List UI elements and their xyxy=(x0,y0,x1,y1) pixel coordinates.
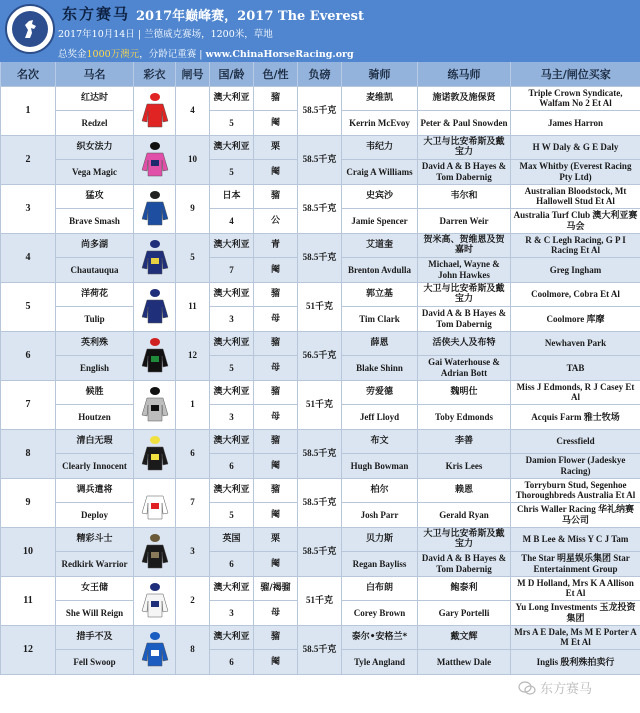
website-link[interactable]: www.ChinaHorseRacing.org xyxy=(205,49,354,60)
race-banner xyxy=(0,0,640,62)
horse-name-en: Vega Magic xyxy=(56,160,134,185)
color: 骝 xyxy=(254,429,298,454)
white-red-heart-silk-icon xyxy=(141,483,169,523)
buyer: Australia Turf Club 澳大利亚赛马会 xyxy=(511,209,640,234)
sex: 母 xyxy=(254,405,298,430)
trainer-en: David A & B Hayes & Tom Dabernig xyxy=(418,160,511,185)
navy-lightning-silk-icon xyxy=(141,238,169,278)
rank: 3 xyxy=(1,184,56,233)
silks-cell xyxy=(134,429,176,478)
jockey-en: Corey Brown xyxy=(342,601,418,626)
sex: 阉 xyxy=(254,258,298,283)
color: 骝 xyxy=(254,478,298,503)
silks-cell xyxy=(134,380,176,429)
sex: 母 xyxy=(254,307,298,332)
black-camo-silk-icon xyxy=(141,532,169,572)
rank: 9 xyxy=(1,478,56,527)
table-row xyxy=(1,527,640,552)
rank: 5 xyxy=(1,282,56,331)
jockey-cn: 艾道奎 xyxy=(342,233,418,258)
race-date-venue: 2017年10月14日 | 兰德威克赛场，1200米，草地 xyxy=(58,29,273,40)
buyer: Acquis Farm 雅士牧场 xyxy=(511,405,640,430)
table-row xyxy=(1,625,640,650)
jockey-cn: 布文 xyxy=(342,429,418,454)
horse-name-en: Fell Swoop xyxy=(56,650,134,675)
trainer-cn: 戴文辉 xyxy=(418,625,511,650)
royal-blue-inglis-silk-icon xyxy=(141,630,169,670)
sex: 阉 xyxy=(254,160,298,185)
silks-cell xyxy=(134,478,176,527)
owner: R & C Legh Racing, G P I Racing Et Al xyxy=(511,233,640,258)
jockey-cn: 劳爱德 xyxy=(342,380,418,405)
col-jockey: 骑师 xyxy=(342,62,418,86)
age: 3 xyxy=(210,307,254,332)
age: 7 xyxy=(210,258,254,283)
col-country-age: 国/龄 xyxy=(210,62,254,86)
horse-name-en: Redzel xyxy=(56,111,134,136)
table-row xyxy=(1,184,640,209)
table-row xyxy=(1,233,640,258)
owner: Cressfield xyxy=(511,429,640,454)
table-row xyxy=(1,331,640,356)
owner: Mrs A E Dale, Ms M E Porter A M Et Al xyxy=(511,625,640,650)
color: 骝 xyxy=(254,380,298,405)
barrier: 2 xyxy=(176,576,210,625)
horse-name-en: Clearly Innocent xyxy=(56,454,134,479)
country: 澳大利亚 xyxy=(210,478,254,503)
country: 澳大利亚 xyxy=(210,429,254,454)
trainer-cn: 大卫与比安希斯及戴宝力 xyxy=(418,135,511,160)
owner: Coolmore, Cobra Et Al xyxy=(511,282,640,307)
rearing-horse-icon xyxy=(17,16,43,42)
jockey-en: Josh Parr xyxy=(342,503,418,528)
country: 澳大利亚 xyxy=(210,282,254,307)
rank: 2 xyxy=(1,135,56,184)
silks-cell xyxy=(134,184,176,233)
barrier: 1 xyxy=(176,380,210,429)
jockey-en: Tim Clark xyxy=(342,307,418,332)
navy-plain-silk-icon xyxy=(141,287,169,327)
horse-name-cn: 调兵遣将 xyxy=(56,478,134,503)
wechat-watermark xyxy=(518,678,592,697)
horse-name-en: Tulip xyxy=(56,307,134,332)
rank: 7 xyxy=(1,380,56,429)
trainer-cn: 贺米高、贺维恩及贺嘉时 xyxy=(418,233,511,258)
trainer-cn: 活侠夫人及布特 xyxy=(418,331,511,356)
pink-navy-quartered-silk-icon xyxy=(141,140,169,180)
color: 栗 xyxy=(254,135,298,160)
owner: Australian Bloodstock, Mt Hallowell Stud Et Al xyxy=(511,184,640,209)
barrier: 10 xyxy=(176,135,210,184)
horse-name-cn: 猛攻 xyxy=(56,184,134,209)
country: 澳大利亚 xyxy=(210,625,254,650)
trainer-cn: 大卫与比安希斯及戴宝力 xyxy=(418,527,511,552)
weight: 58.5千克 xyxy=(298,527,342,576)
table-row xyxy=(1,429,640,454)
barrier: 7 xyxy=(176,478,210,527)
buyer: Chris Waller Racing 华礼纳赛马公司 xyxy=(511,503,640,528)
race-prize-line xyxy=(58,46,354,60)
country: 澳大利亚 xyxy=(210,233,254,258)
buyer: Damion Flower (Jadeskye Racing) xyxy=(511,454,640,479)
prize-label: 总奖金 xyxy=(58,49,87,60)
col-barrier: 闸号 xyxy=(176,62,210,86)
col-horse: 马名 xyxy=(56,62,134,86)
silks-cell xyxy=(134,135,176,184)
jockey-en: Jamie Spencer xyxy=(342,209,418,234)
rank: 6 xyxy=(1,331,56,380)
jockey-cn: 麦维凯 xyxy=(342,86,418,111)
jockey-cn: 郭立基 xyxy=(342,282,418,307)
rank: 4 xyxy=(1,233,56,282)
silks-cell xyxy=(134,233,176,282)
brand-name: 东方赛马 xyxy=(62,5,131,23)
jockey-en: Kerrin McEvoy xyxy=(342,111,418,136)
sex: 阉 xyxy=(254,503,298,528)
weight: 51千克 xyxy=(298,576,342,625)
black-green-sash-silk-icon xyxy=(141,336,169,376)
trainer-cn: 施诺敦及施保贤 xyxy=(418,86,511,111)
sex: 公 xyxy=(254,209,298,234)
horse-name-cn: 精彩斗士 xyxy=(56,527,134,552)
jockey-en: Blake Shinn xyxy=(342,356,418,381)
barrier: 5 xyxy=(176,233,210,282)
horse-name-cn: 红达时 xyxy=(56,86,134,111)
jockey-cn: 柏尔 xyxy=(342,478,418,503)
horse-name-en: Redkirk Warrior xyxy=(56,552,134,577)
sex: 阉 xyxy=(254,650,298,675)
table-row xyxy=(1,380,640,405)
barrier: 4 xyxy=(176,86,210,135)
country: 英国 xyxy=(210,527,254,552)
yellow-black-diamonds-silk-icon xyxy=(141,434,169,474)
age: 4 xyxy=(210,209,254,234)
sex: 母 xyxy=(254,356,298,381)
red-silk-icon xyxy=(141,91,169,131)
trainer-en: Kris Lees xyxy=(418,454,511,479)
white-navy-emblem-silk-icon xyxy=(141,581,169,621)
country: 澳大利亚 xyxy=(210,86,254,111)
field-table xyxy=(0,62,640,675)
owner: Triple Crown Syndicate, Walfam No 2 Et Al xyxy=(511,86,640,111)
buyer: Yu Long Investments 玉龙投资集团 xyxy=(511,601,640,626)
color: 青 xyxy=(254,233,298,258)
race-title: 2017年巅峰赛，2017 The Everest xyxy=(136,9,364,24)
barrier: 8 xyxy=(176,625,210,674)
jockey-cn: 薛恩 xyxy=(342,331,418,356)
weight: 58.5千克 xyxy=(298,135,342,184)
table-row xyxy=(1,576,640,601)
col-owner: 马主/闸位买家 xyxy=(511,62,640,86)
age: 5 xyxy=(210,356,254,381)
col-weight: 负磅 xyxy=(298,62,342,86)
age: 5 xyxy=(210,503,254,528)
weight: 58.5千克 xyxy=(298,429,342,478)
jockey-en: Tyle Angland xyxy=(342,650,418,675)
horse-name-en: Chautauqua xyxy=(56,258,134,283)
jockey-cn: 白布朗 xyxy=(342,576,418,601)
buyer: Greg Ingham xyxy=(511,258,640,283)
rank: 12 xyxy=(1,625,56,674)
silks-cell xyxy=(134,576,176,625)
trainer-en: Peter & Paul Snowden xyxy=(418,111,511,136)
color: 骝/褐骝 xyxy=(254,576,298,601)
trainer-cn: 韦尔和 xyxy=(418,184,511,209)
horse-name-en: English xyxy=(56,356,134,381)
weight: 58.5千克 xyxy=(298,625,342,674)
trainer-en: Toby Edmonds xyxy=(418,405,511,430)
horse-name-en: Brave Smash xyxy=(56,209,134,234)
color: 栗 xyxy=(254,527,298,552)
buyer: Coolmore 库摩 xyxy=(511,307,640,332)
age: 6 xyxy=(210,552,254,577)
trainer-en: Gai Waterhouse & Adrian Bott xyxy=(418,356,511,381)
buyer: The Star 明星娱乐集团 Star Entertainment Group xyxy=(511,552,640,577)
age: 5 xyxy=(210,160,254,185)
weight: 58.5千克 xyxy=(298,233,342,282)
weight: 58.5千克 xyxy=(298,184,342,233)
silks-cell xyxy=(134,625,176,674)
header-row xyxy=(1,62,640,86)
jockey-cn: 韦纪力 xyxy=(342,135,418,160)
jockey-en: Craig A Williams xyxy=(342,160,418,185)
buyer: Max Whitby (Everest Racing Pty Ltd) xyxy=(511,160,640,185)
jockey-cn: 史宾沙 xyxy=(342,184,418,209)
trainer-cn: 大卫与比安希斯及戴宝力 xyxy=(418,282,511,307)
trainer-cn: 鲍泰利 xyxy=(418,576,511,601)
buyer: James Harron xyxy=(511,111,640,136)
jockey-en: Hugh Bowman xyxy=(342,454,418,479)
trainer-cn: 李善 xyxy=(418,429,511,454)
age: 5 xyxy=(210,111,254,136)
trainer-en: David A & B Hayes & Tom Dabernig xyxy=(418,552,511,577)
trainer-cn: 魏明仕 xyxy=(418,380,511,405)
sex: 阉 xyxy=(254,454,298,479)
horse-name-cn: 英利殊 xyxy=(56,331,134,356)
color: 骝 xyxy=(254,282,298,307)
buyer: Inglis 殷利殊拍卖行 xyxy=(511,650,640,675)
buyer: TAB xyxy=(511,356,640,381)
color: 骝 xyxy=(254,331,298,356)
trainer-en: Gary Portelli xyxy=(418,601,511,626)
jockey-cn: 贝力斯 xyxy=(342,527,418,552)
wechat-icon xyxy=(518,680,536,696)
jockey-en: Regan Bayliss xyxy=(342,552,418,577)
horse-name-cn: 措手不及 xyxy=(56,625,134,650)
race-conditions: ，分龄记重赛 | xyxy=(139,49,206,60)
jockey-cn: 泰尔•安格兰* xyxy=(342,625,418,650)
owner: Miss J Edmonds, R J Casey Et Al xyxy=(511,380,640,405)
age: 3 xyxy=(210,601,254,626)
country: 日本 xyxy=(210,184,254,209)
blue-checked-sleeves-silk-icon xyxy=(141,189,169,229)
barrier: 6 xyxy=(176,429,210,478)
barrier: 3 xyxy=(176,527,210,576)
color: 骝 xyxy=(254,86,298,111)
jockey-en: Brenton Avdulla xyxy=(342,258,418,283)
age: 6 xyxy=(210,650,254,675)
age: 3 xyxy=(210,405,254,430)
watermark-text: 东方赛马 xyxy=(540,682,593,697)
weight: 51千克 xyxy=(298,282,342,331)
horse-name-en: Deploy xyxy=(56,503,134,528)
rank: 1 xyxy=(1,86,56,135)
country: 澳大利亚 xyxy=(210,380,254,405)
trainer-en: Michael, Wayne & John Hawkes xyxy=(418,258,511,283)
country: 澳大利亚 xyxy=(210,135,254,160)
col-silks: 彩衣 xyxy=(134,62,176,86)
jockey-en: Jeff Lloyd xyxy=(342,405,418,430)
table-row xyxy=(1,86,640,111)
horse-name-en: Houtzen xyxy=(56,405,134,430)
horse-name-cn: 女王储 xyxy=(56,576,134,601)
owner: H W Daly & G E Daly xyxy=(511,135,640,160)
rank: 11 xyxy=(1,576,56,625)
col-rank: 名次 xyxy=(1,62,56,86)
horse-name-cn: 织女法力 xyxy=(56,135,134,160)
rank: 10 xyxy=(1,527,56,576)
color: 骝 xyxy=(254,184,298,209)
trainer-cn: 赖恩 xyxy=(418,478,511,503)
age: 6 xyxy=(210,454,254,479)
country: 澳大利亚 xyxy=(210,576,254,601)
sex: 阉 xyxy=(254,111,298,136)
barrier: 9 xyxy=(176,184,210,233)
horse-name-cn: 候胜 xyxy=(56,380,134,405)
table-row xyxy=(1,282,640,307)
weight: 58.5千克 xyxy=(298,478,342,527)
trainer-en: Gerald Ryan xyxy=(418,503,511,528)
prize-amount: 1000万澳元 xyxy=(86,49,140,60)
table-row xyxy=(1,478,640,503)
owner: Newhaven Park xyxy=(511,331,640,356)
trainer-en: Matthew Dale xyxy=(418,650,511,675)
country: 澳大利亚 xyxy=(210,331,254,356)
rank: 8 xyxy=(1,429,56,478)
horse-name-cn: 尚多湖 xyxy=(56,233,134,258)
col-color-sex: 色/性 xyxy=(254,62,298,86)
silks-cell xyxy=(134,331,176,380)
owner: Torryburn Stud, Segenhoe Thoroughbreds Australia Et Al xyxy=(511,478,640,503)
owner: M B Lee & Miss Y C J Tam xyxy=(511,527,640,552)
owner: M D Holland, Mrs K A Allison Et Al xyxy=(511,576,640,601)
col-trainer: 练马师 xyxy=(418,62,511,86)
silks-cell xyxy=(134,527,176,576)
barrier: 12 xyxy=(176,331,210,380)
horse-name-cn: 洋荷花 xyxy=(56,282,134,307)
sex: 母 xyxy=(254,601,298,626)
weight: 58.5千克 xyxy=(298,86,342,135)
weight: 56.5千克 xyxy=(298,331,342,380)
grey-black-diamonds-silk-icon xyxy=(141,385,169,425)
color: 骝 xyxy=(254,625,298,650)
horse-name-cn: 清白无瑕 xyxy=(56,429,134,454)
trainer-en: Darren Weir xyxy=(418,209,511,234)
weight: 51千克 xyxy=(298,380,342,429)
trainer-en: David A & B Hayes & Tom Dabernig xyxy=(418,307,511,332)
china-horse-racing-logo xyxy=(5,4,55,54)
silks-cell xyxy=(134,282,176,331)
sex: 阉 xyxy=(254,552,298,577)
horse-name-en: She Will Reign xyxy=(56,601,134,626)
silks-cell xyxy=(134,86,176,135)
barrier: 11 xyxy=(176,282,210,331)
table-row xyxy=(1,135,640,160)
